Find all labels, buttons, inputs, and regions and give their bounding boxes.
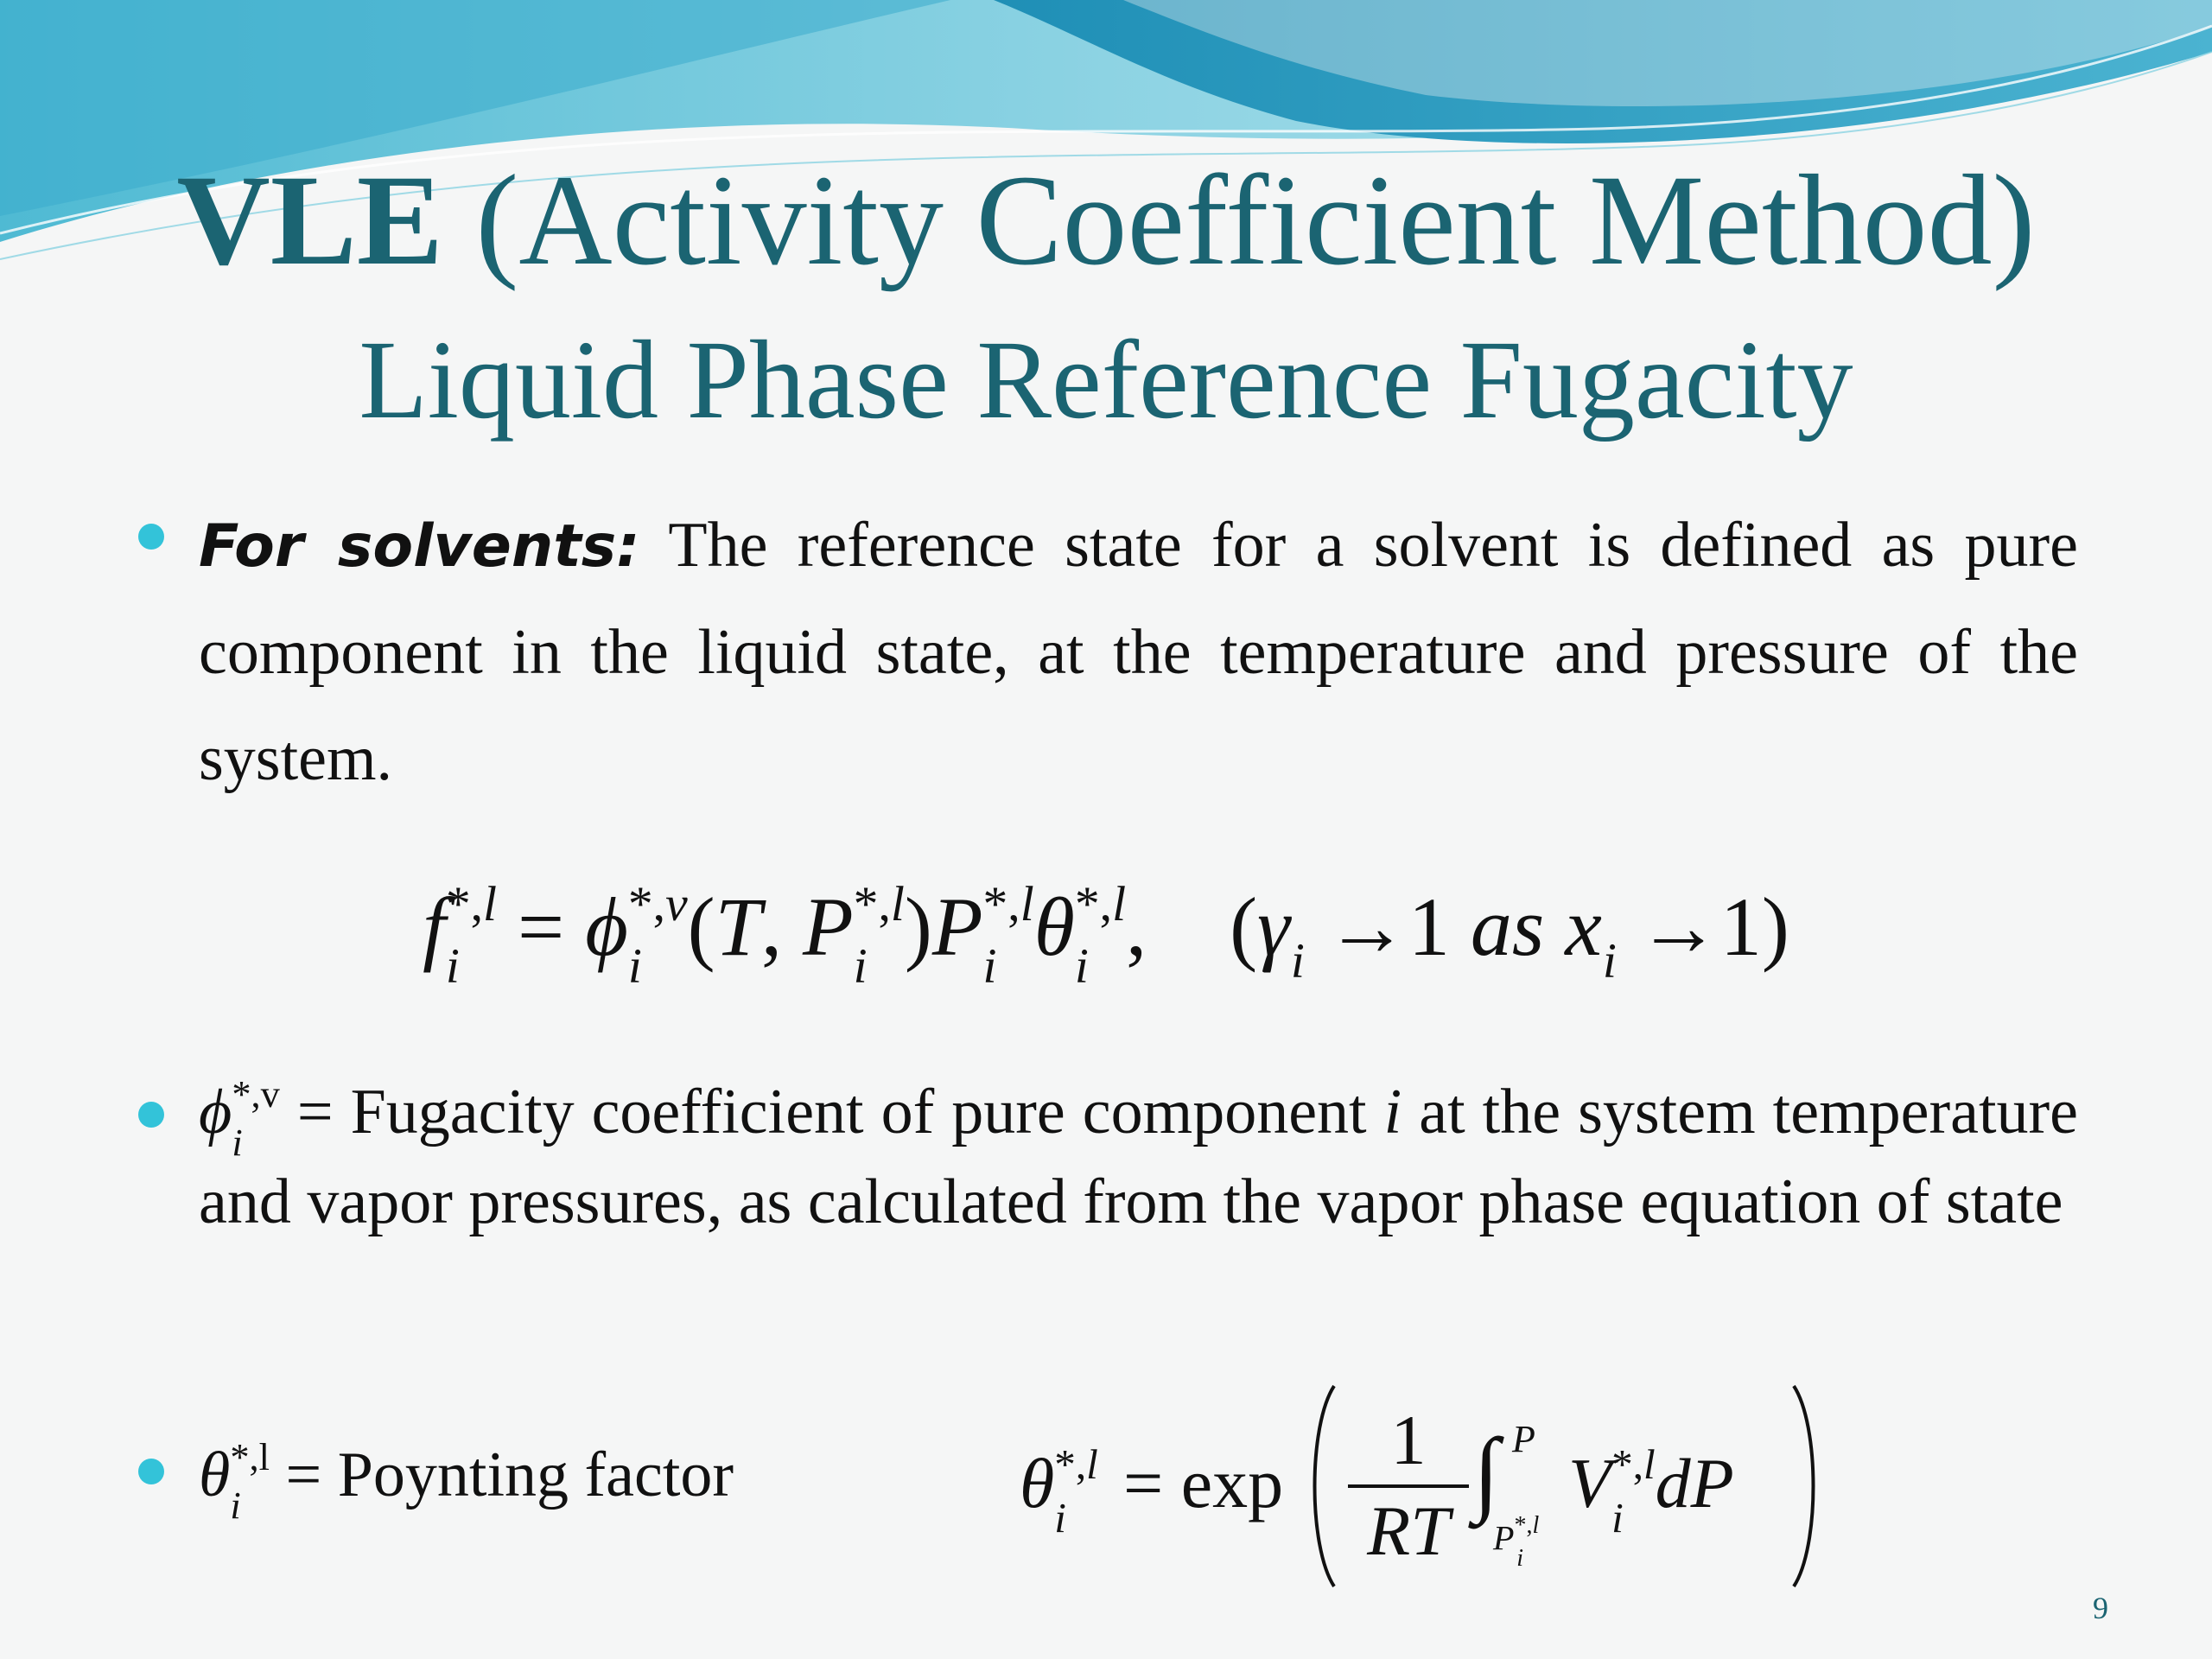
slide-title <box>0 149 2212 292</box>
eq2-upper-limit: P <box>1512 1418 1535 1460</box>
eq2-denominator: RT <box>1367 1491 1450 1570</box>
left-paren <box>1305 1382 1339 1590</box>
eq2-exp: = exp <box>1123 1444 1284 1522</box>
integral-sign: ∫ <box>1473 1419 1500 1524</box>
phi-symbol: ϕ <box>199 1077 232 1147</box>
reference-fugacity-equation: f *,l i = ϕ *,v i (T, P *,l i )P *,l i θ *,l i , ($\gamma_i \to 1$ as $x_i \to 1$) <box>423 877 1789 995</box>
eq-condition-close: 1) <box>1719 880 1789 973</box>
title-bold-part: VLE <box>176 149 443 292</box>
eq-lhs-f: f <box>423 880 446 973</box>
bullet-text-a: = Fugacity coefficient of pure component <box>296 1077 1367 1147</box>
bullet-lead: For solvents: <box>199 512 640 581</box>
bullet-dot-1 <box>138 524 164 550</box>
bullet-dot-2 <box>138 1102 164 1128</box>
slide-subtitle: Liquid Phase Reference Fugacity <box>359 318 1853 442</box>
eq2-lhs: θ <box>1020 1444 1055 1523</box>
eq-x: x <box>1565 880 1602 973</box>
bullet-text-b: at the system temperature and vapor pressures, as calculated from the vapor phase equation of state <box>199 1077 2079 1237</box>
eq-arrow-2: → <box>1637 880 1720 973</box>
poynting-equation: θ *,l i = exp 1 RT ∫ P $P^{*,l}_i$ V *,l i dP <box>1020 1382 1884 1590</box>
eq-one: 1 <box>1408 880 1450 973</box>
bullet-poynting-factor: θ *,l i = Poynting factor <box>199 1435 734 1527</box>
right-paren <box>1789 1382 1823 1590</box>
eq2-integrand: V <box>1568 1444 1612 1523</box>
page-number: 9 <box>2093 1591 2108 1625</box>
bullet-text: The reference state for a solvent is defined as pure component in the liquid state, at the temperature and pressure of the system. <box>199 510 2078 794</box>
eq2-lower-limit: P <box>1493 1518 1515 1558</box>
eq2-differential: dP <box>1655 1444 1734 1523</box>
fraction-bar <box>1348 1484 1469 1488</box>
bullet-dot-3 <box>138 1459 164 1484</box>
eq-arrow-1: → <box>1325 880 1408 973</box>
theta-symbol: θ <box>199 1440 231 1510</box>
bullet-text: = Poynting factor <box>285 1440 734 1510</box>
eq2-numerator: 1 <box>1390 1401 1427 1479</box>
bullet-solvents <box>199 493 2078 812</box>
eq-gamma: γ <box>1257 880 1290 973</box>
bullet-fugacity-coefficient: ϕ *,v i = Fugacity coefficient of pure component i at the system temperature and vapor pressures, as calculated from the vapor phase equation of state <box>199 1072 2079 1237</box>
title-rest-part: (Activity Coefficient Method) <box>475 149 2036 292</box>
eq-condition-open: ( <box>1230 880 1258 973</box>
eq-as: as <box>1470 880 1545 973</box>
bullet-text-i: i <box>1383 1077 1402 1147</box>
